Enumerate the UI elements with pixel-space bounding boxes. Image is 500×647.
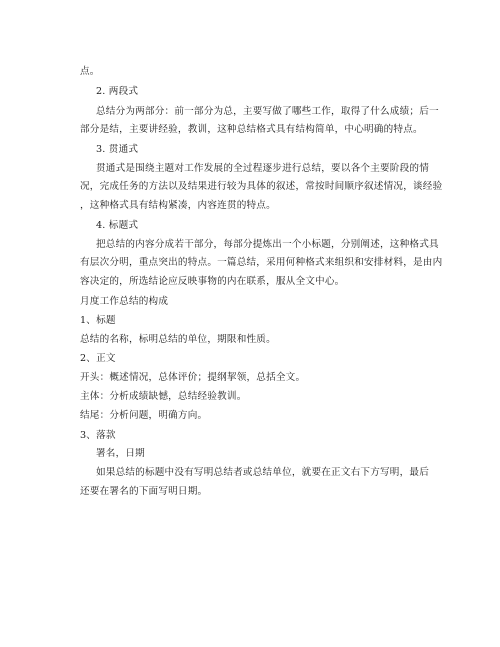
section-heading: 4. 标题式 xyxy=(96,220,139,231)
section-heading: 1、标题 xyxy=(80,315,116,326)
text-line: 部分是结，主要讲经验，教训，这种总结格式具有结构简单，中心明确的特点。 xyxy=(80,124,423,135)
section-heading: 2. 两段式 xyxy=(96,86,139,97)
text-line: 点。 xyxy=(80,66,100,77)
section-heading: 3. 贯通式 xyxy=(96,144,139,155)
text-line: 况，完成任务的方法以及结果进行较为具体的叙述，常按时间顺序叙述情况，谈经验 xyxy=(80,181,443,192)
text-line: 总结分为两部分：前一部分为总，主要写做了哪些工作，取得了什么成绩；后一 xyxy=(96,106,439,117)
text-line: 如果总结的标题中没有写明总结者或总结单位，就要在正文右下方写明，最后 xyxy=(96,467,429,478)
text-line: 有层次分明，重点突出的特点。一篇总结，采用何种格式来组织和安排材料，是由内 xyxy=(80,257,443,268)
text-line: 还要在署名的下面写明日期。 xyxy=(80,486,208,497)
text-line: 贯通式是围绕主题对工作发展的全过程逐步进行总结，要以各个主要阶段的情 xyxy=(96,163,429,174)
text-line: 总结的名称，标明总结的单位，期限和性质。 xyxy=(80,334,276,345)
text-line: 容决定的，所选结论应反映事物的内在联系，服从全文中心。 xyxy=(80,276,345,287)
section-heading: 3、落款 xyxy=(80,430,116,441)
text-line: 署名，日期 xyxy=(96,448,145,459)
text-line: 把总结的内容分成若干部分，每部分提炼出一个小标题，分别阐述，这种格式具 xyxy=(96,239,439,250)
section-heading: 2、正文 xyxy=(80,353,116,364)
text-line: ，这种格式具有结构紧凑，内容连贯的特点。 xyxy=(80,200,276,211)
text-line: 主体：分析成绩缺憾，总结经验教训。 xyxy=(80,391,247,402)
text-line: 结尾：分析问题，明确方向。 xyxy=(80,410,208,421)
section-heading: 月度工作总结的构成 xyxy=(80,296,169,307)
text-line: 开头：概述情况，总体评价；提纲挈领，总括全文。 xyxy=(80,372,306,383)
